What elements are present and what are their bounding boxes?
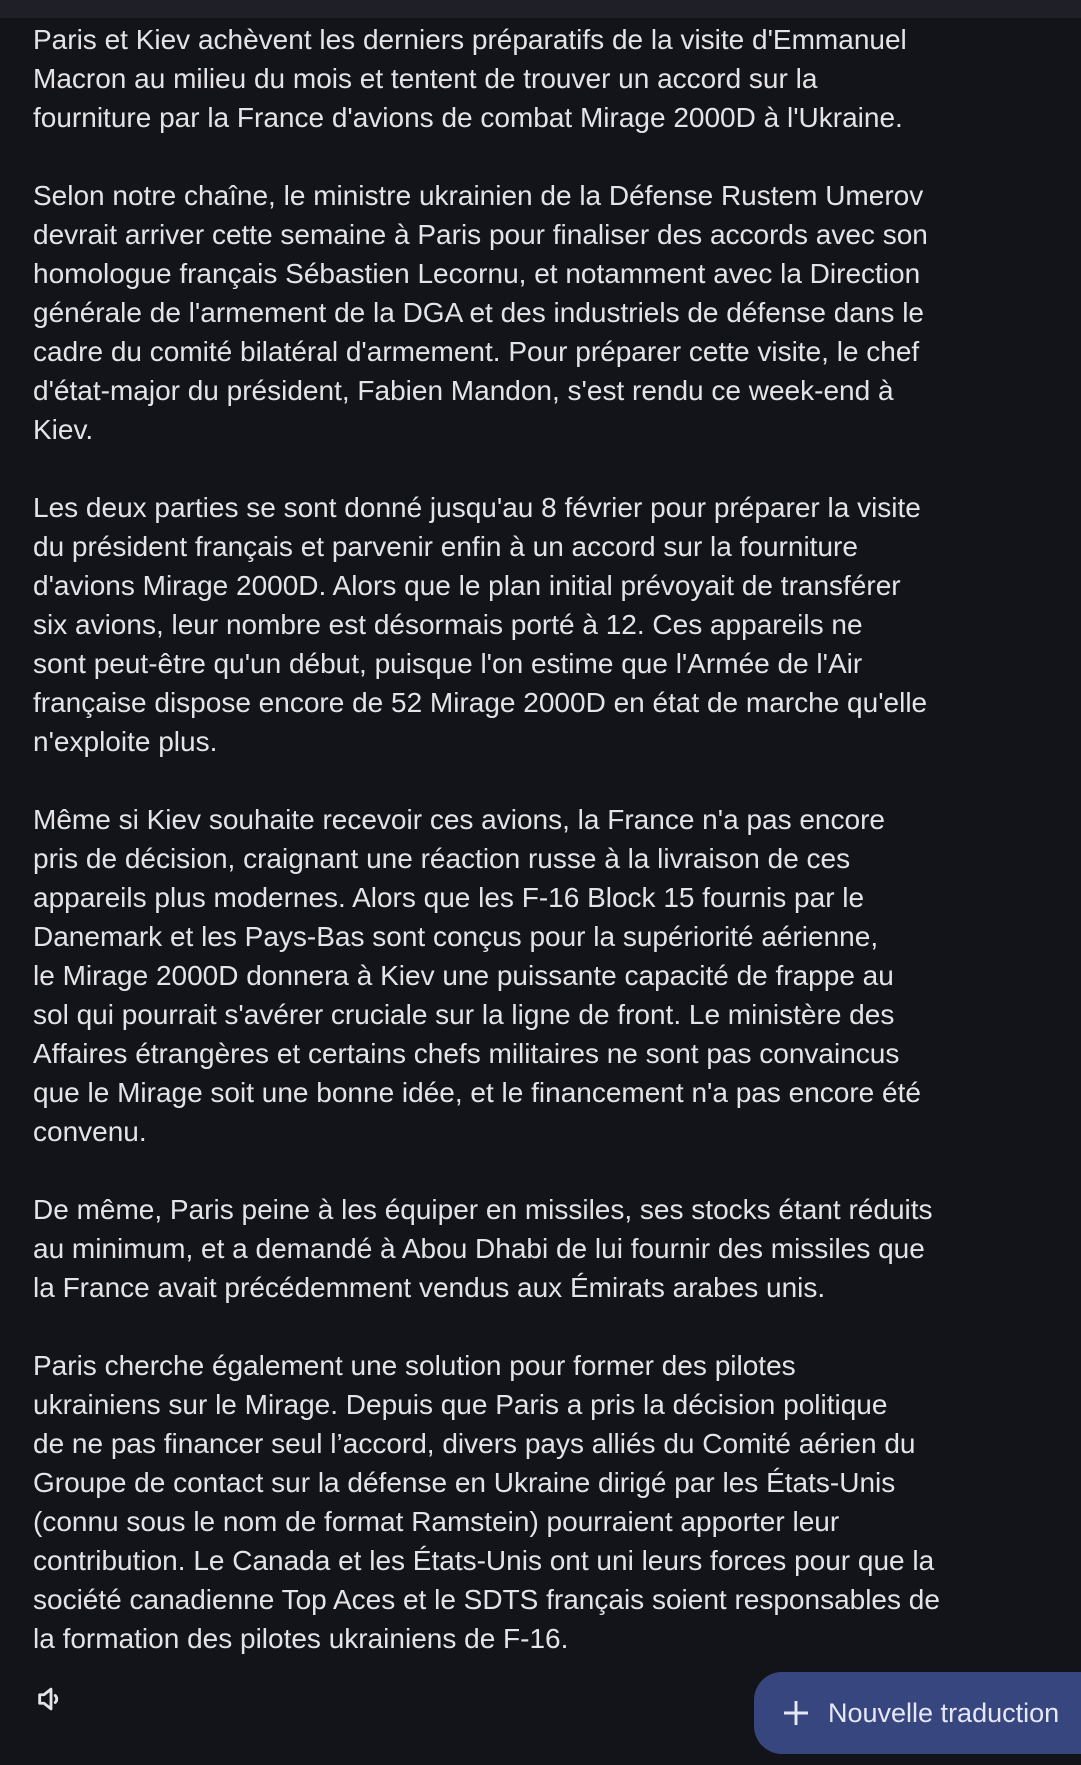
text-line: Macron au milieu du mois et tentent de trouver un accord sur la [33,63,818,94]
text-line: française dispose encore de 52 Mirage 2000D en état de marche qu'elle [33,687,928,718]
text-line: De même, Paris peine à les équiper en missiles, ses stocks étant réduits [33,1194,933,1225]
text-line: Danemark et les Pays-Bas sont conçus pour la supériorité aérienne, [33,921,879,952]
text-line: ukrainiens sur le Mirage. Depuis que Paris a pris la décision politique [33,1389,888,1420]
text-line: Même si Kiev souhaite recevoir ces avions, la France n'a pas encore [33,804,885,835]
plus-icon [780,1697,812,1729]
text-line: Paris cherche également une solution pour former des pilotes [33,1350,796,1381]
translation-text [33,20,940,1697]
text-line: que le Mirage soit une bonne idée, et le financement n'a pas encore été [33,1077,921,1108]
text-line: convenu. [33,1116,147,1147]
text-line: Affaires étrangères et certains chefs militaires ne sont pas convaincus [33,1038,900,1069]
text-line: Groupe de contact sur la défense en Ukraine dirigé par les États-Unis [33,1467,896,1498]
paragraph [33,800,940,1151]
text-line: sont peut-être qu'un début, puisque l'on estime que l'Armée de l'Air [33,648,863,679]
text-line: Paris et Kiev achèvent les derniers préparatifs de la visite d'Emmanuel [33,24,907,55]
paragraph [33,20,940,137]
text-line: d'état-major du président, Fabien Mandon, s'est rendu ce week-end à [33,375,894,406]
paragraph [33,1190,940,1307]
new-translation-label: Nouvelle traduction [828,1697,1060,1728]
text-line: devrait arriver cette semaine à Paris pour finaliser des accords avec son [33,219,928,250]
text-line: du président français et parvenir enfin à un accord sur la fourniture [33,531,858,562]
text-line: contribution. Le Canada et les États-Unis ont uni leurs forces pour que la [33,1545,935,1576]
text-line: Kiev. [33,414,94,445]
text-line: Selon notre chaîne, le ministre ukrainien de la Défense Rustem Umerov [33,180,924,211]
text-line: fourniture par la France d'avions de combat Mirage 2000D à l'Ukraine. [33,102,903,133]
text-line: au minimum, et a demandé à Abou Dhabi de lui fournir des missiles que [33,1233,925,1264]
new-translation-button[interactable] [754,1672,1081,1754]
text-line: Les deux parties se sont donné jusqu'au 8 février pour préparer la visite [33,492,921,523]
text-line: n'exploite plus. [33,726,218,757]
text-line: cadre du comité bilatéral d'armement. Pour préparer cette visite, le chef [33,336,920,367]
speaker-icon [34,1682,68,1716]
text-line: homologue français Sébastien Lecornu, et notamment avec la Direction [33,258,921,289]
text-line: sol qui pourrait s'avérer cruciale sur la ligne de front. Le ministère des [33,999,895,1030]
text-line: six avions, leur nombre est désormais porté à 12. Ces appareils ne [33,609,863,640]
text-line: la formation des pilotes ukrainiens de F-16. [33,1623,569,1654]
text-line: société canadienne Top Aces et le SDTS français soient responsables de [33,1584,940,1615]
text-line: générale de l'armement de la DGA et des industriels de défense dans le [33,297,924,328]
paragraph [33,1346,940,1658]
text-line: (connu sous le nom de format Ramstein) pourraient apporter leur [33,1506,840,1537]
text-line: la France avait précédemment vendus aux Émirats arabes unis. [33,1272,826,1303]
text-line: pris de décision, craignant une réaction russe à la livraison de ces [33,843,851,874]
listen-button[interactable] [34,1682,68,1716]
text-line: d'avions Mirage 2000D. Alors que le plan initial prévoyait de transférer [33,570,901,601]
text-line: de ne pas financer seul l’accord, divers pays alliés du Comité aérien du [33,1428,916,1459]
paragraph [33,488,940,761]
text-line: le Mirage 2000D donnera à Kiev une puissante capacité de frappe au [33,960,894,991]
top-bar [0,0,1081,18]
text-line: appareils plus modernes. Alors que les F-16 Block 15 fournis par le [33,882,865,913]
paragraph [33,176,940,449]
